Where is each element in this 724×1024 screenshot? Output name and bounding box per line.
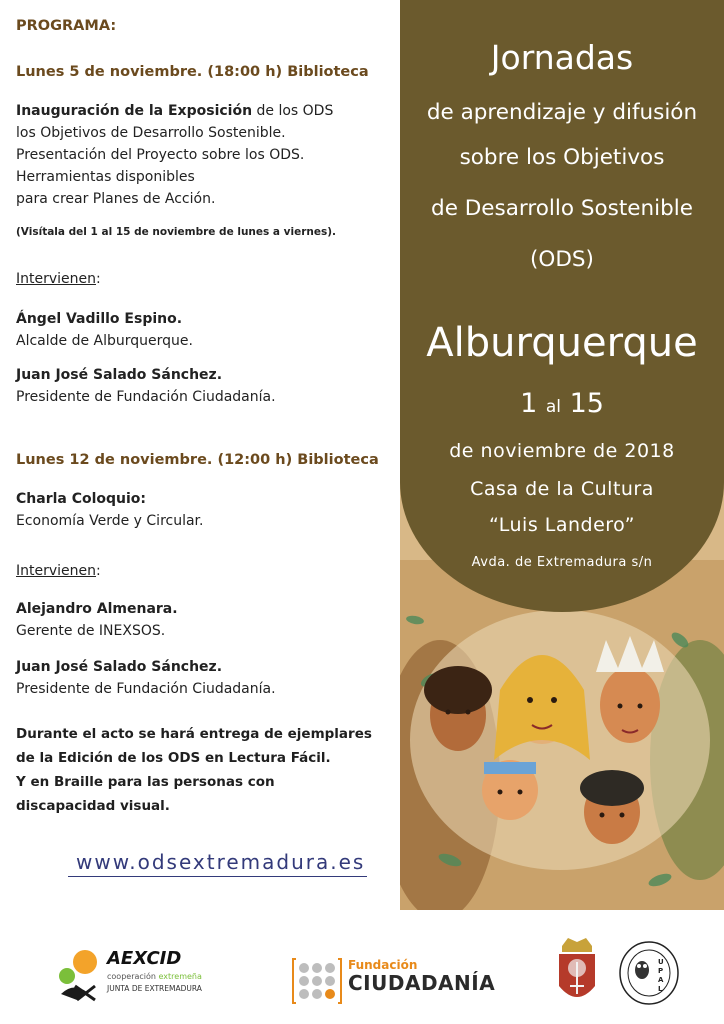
session1-line1-bold: Inauguración de la Exposición <box>16 103 253 119</box>
aexcid-junta: JUNTA DE EXTREMADURA <box>107 984 202 993</box>
svg-text:A: A <box>658 976 664 984</box>
session1-speakers-word: Intervienen <box>16 271 97 287</box>
aexcid-subtitle <box>107 972 202 981</box>
aexcid-sub1b: extremeña <box>158 972 202 981</box>
closing-line-3: Y en Braille para las personas con <box>16 774 275 790</box>
aexcid-mark-icon <box>55 946 105 1002</box>
session2-speaker1-name: Alejandro Almenara. <box>16 601 178 617</box>
coat-of-arms-logo <box>556 936 598 1008</box>
poster-panel <box>400 0 724 910</box>
session2-speakers-label <box>16 560 101 582</box>
aexcid-sub1a: cooperación <box>107 972 159 981</box>
session1-speaker1-role: Alcalde de Alburquerque. <box>16 333 193 349</box>
session1-speaker2-name: Juan José Salado Sánchez. <box>16 367 223 383</box>
ciudadania-label: CIUDADANÍA <box>348 971 496 995</box>
session2-speaker1-role: Gerente de INEXSOS. <box>16 623 166 639</box>
poster-dates <box>400 388 724 419</box>
footer-logos <box>0 912 724 1024</box>
poster-subtitle-1: de aprendizaje y difusión <box>426 100 698 125</box>
poster-city: Alburquerque <box>426 320 698 366</box>
session1-line2: los Objetivos de Desarrollo Sostenible. <box>16 125 286 141</box>
upal-seal-logo <box>618 940 680 1006</box>
coat-of-arms-icon <box>556 936 598 1008</box>
session2-speakers-word: Intervienen <box>16 563 97 579</box>
session2-speaker2-name: Juan José Salado Sánchez. <box>16 659 223 675</box>
fundacion-ciudadania-logo <box>292 956 496 1006</box>
closing-line-4: discapacidad visual. <box>16 798 170 814</box>
svg-text:L: L <box>658 985 663 993</box>
poster-title: Jornadas <box>490 38 634 77</box>
date-al: al <box>545 397 561 417</box>
aexcid-name: AEXCID <box>107 948 182 969</box>
poster-date-rest: de noviembre de 2018 <box>449 440 675 462</box>
session2-line2: Economía Verde y Circular. <box>16 513 204 529</box>
website-link[interactable]: www.odsextremadura.es <box>68 850 367 877</box>
fundacion-label: Fundación <box>348 958 418 972</box>
poster-subtitle-4: (ODS) <box>530 247 594 272</box>
closing-line-2: de la Edición de los ODS en Lectura Fácil. <box>16 750 331 766</box>
session1-speaker1-name: Ángel Vadillo Espino. <box>16 311 183 327</box>
session1-line4: Herramientas disponibles <box>16 169 195 185</box>
poster-subtitle-3: de Desarrollo Sostenible <box>431 196 693 221</box>
closing-line-1: Durante el acto se hará entrega de ejemplares <box>16 726 372 742</box>
session1-speakers-colon: : <box>96 271 101 287</box>
poster-address: Avda. de Extremadura s/n <box>471 555 653 570</box>
session1-line5: para crear Planes de Acción. <box>16 191 216 207</box>
session1-note: (Visítala del 1 al 15 de noviembre de lunes a viernes). <box>16 226 337 238</box>
date-to: 15 <box>569 388 604 419</box>
svg-text:U: U <box>658 958 664 966</box>
session1-speaker2-role: Presidente de Fundación Ciudadanía. <box>16 389 276 405</box>
upal-seal-icon <box>618 940 680 1006</box>
session2-speakers-colon: : <box>96 563 101 579</box>
session1-line1 <box>16 100 333 122</box>
session1-speakers-label <box>16 268 101 290</box>
poster-venue-2: “Luis Landero” <box>489 514 635 536</box>
session2-line1: Charla Coloquio: <box>16 491 147 507</box>
program-title: PROGRAMA: <box>16 18 117 34</box>
date-from: 1 <box>520 388 538 419</box>
program-column <box>16 0 391 900</box>
aexcid-logo <box>55 946 235 1006</box>
poster-subtitle-2: sobre los Objetivos <box>459 145 665 170</box>
session1-line1-rest: de los ODS <box>252 103 334 119</box>
poster-venue-1: Casa de la Cultura <box>470 478 654 500</box>
fundacion-grid-icon <box>292 956 344 1006</box>
session2-heading: Lunes 12 de noviembre. (12:00 h) Biblioteca <box>16 452 379 468</box>
svg-text:P: P <box>658 967 664 975</box>
session1-line3: Presentación del Proyecto sobre los ODS. <box>16 147 305 163</box>
session2-speaker2-role: Presidente de Fundación Ciudadanía. <box>16 681 276 697</box>
session1-heading: Lunes 5 de noviembre. (18:00 h) Biblioteca <box>16 64 369 80</box>
